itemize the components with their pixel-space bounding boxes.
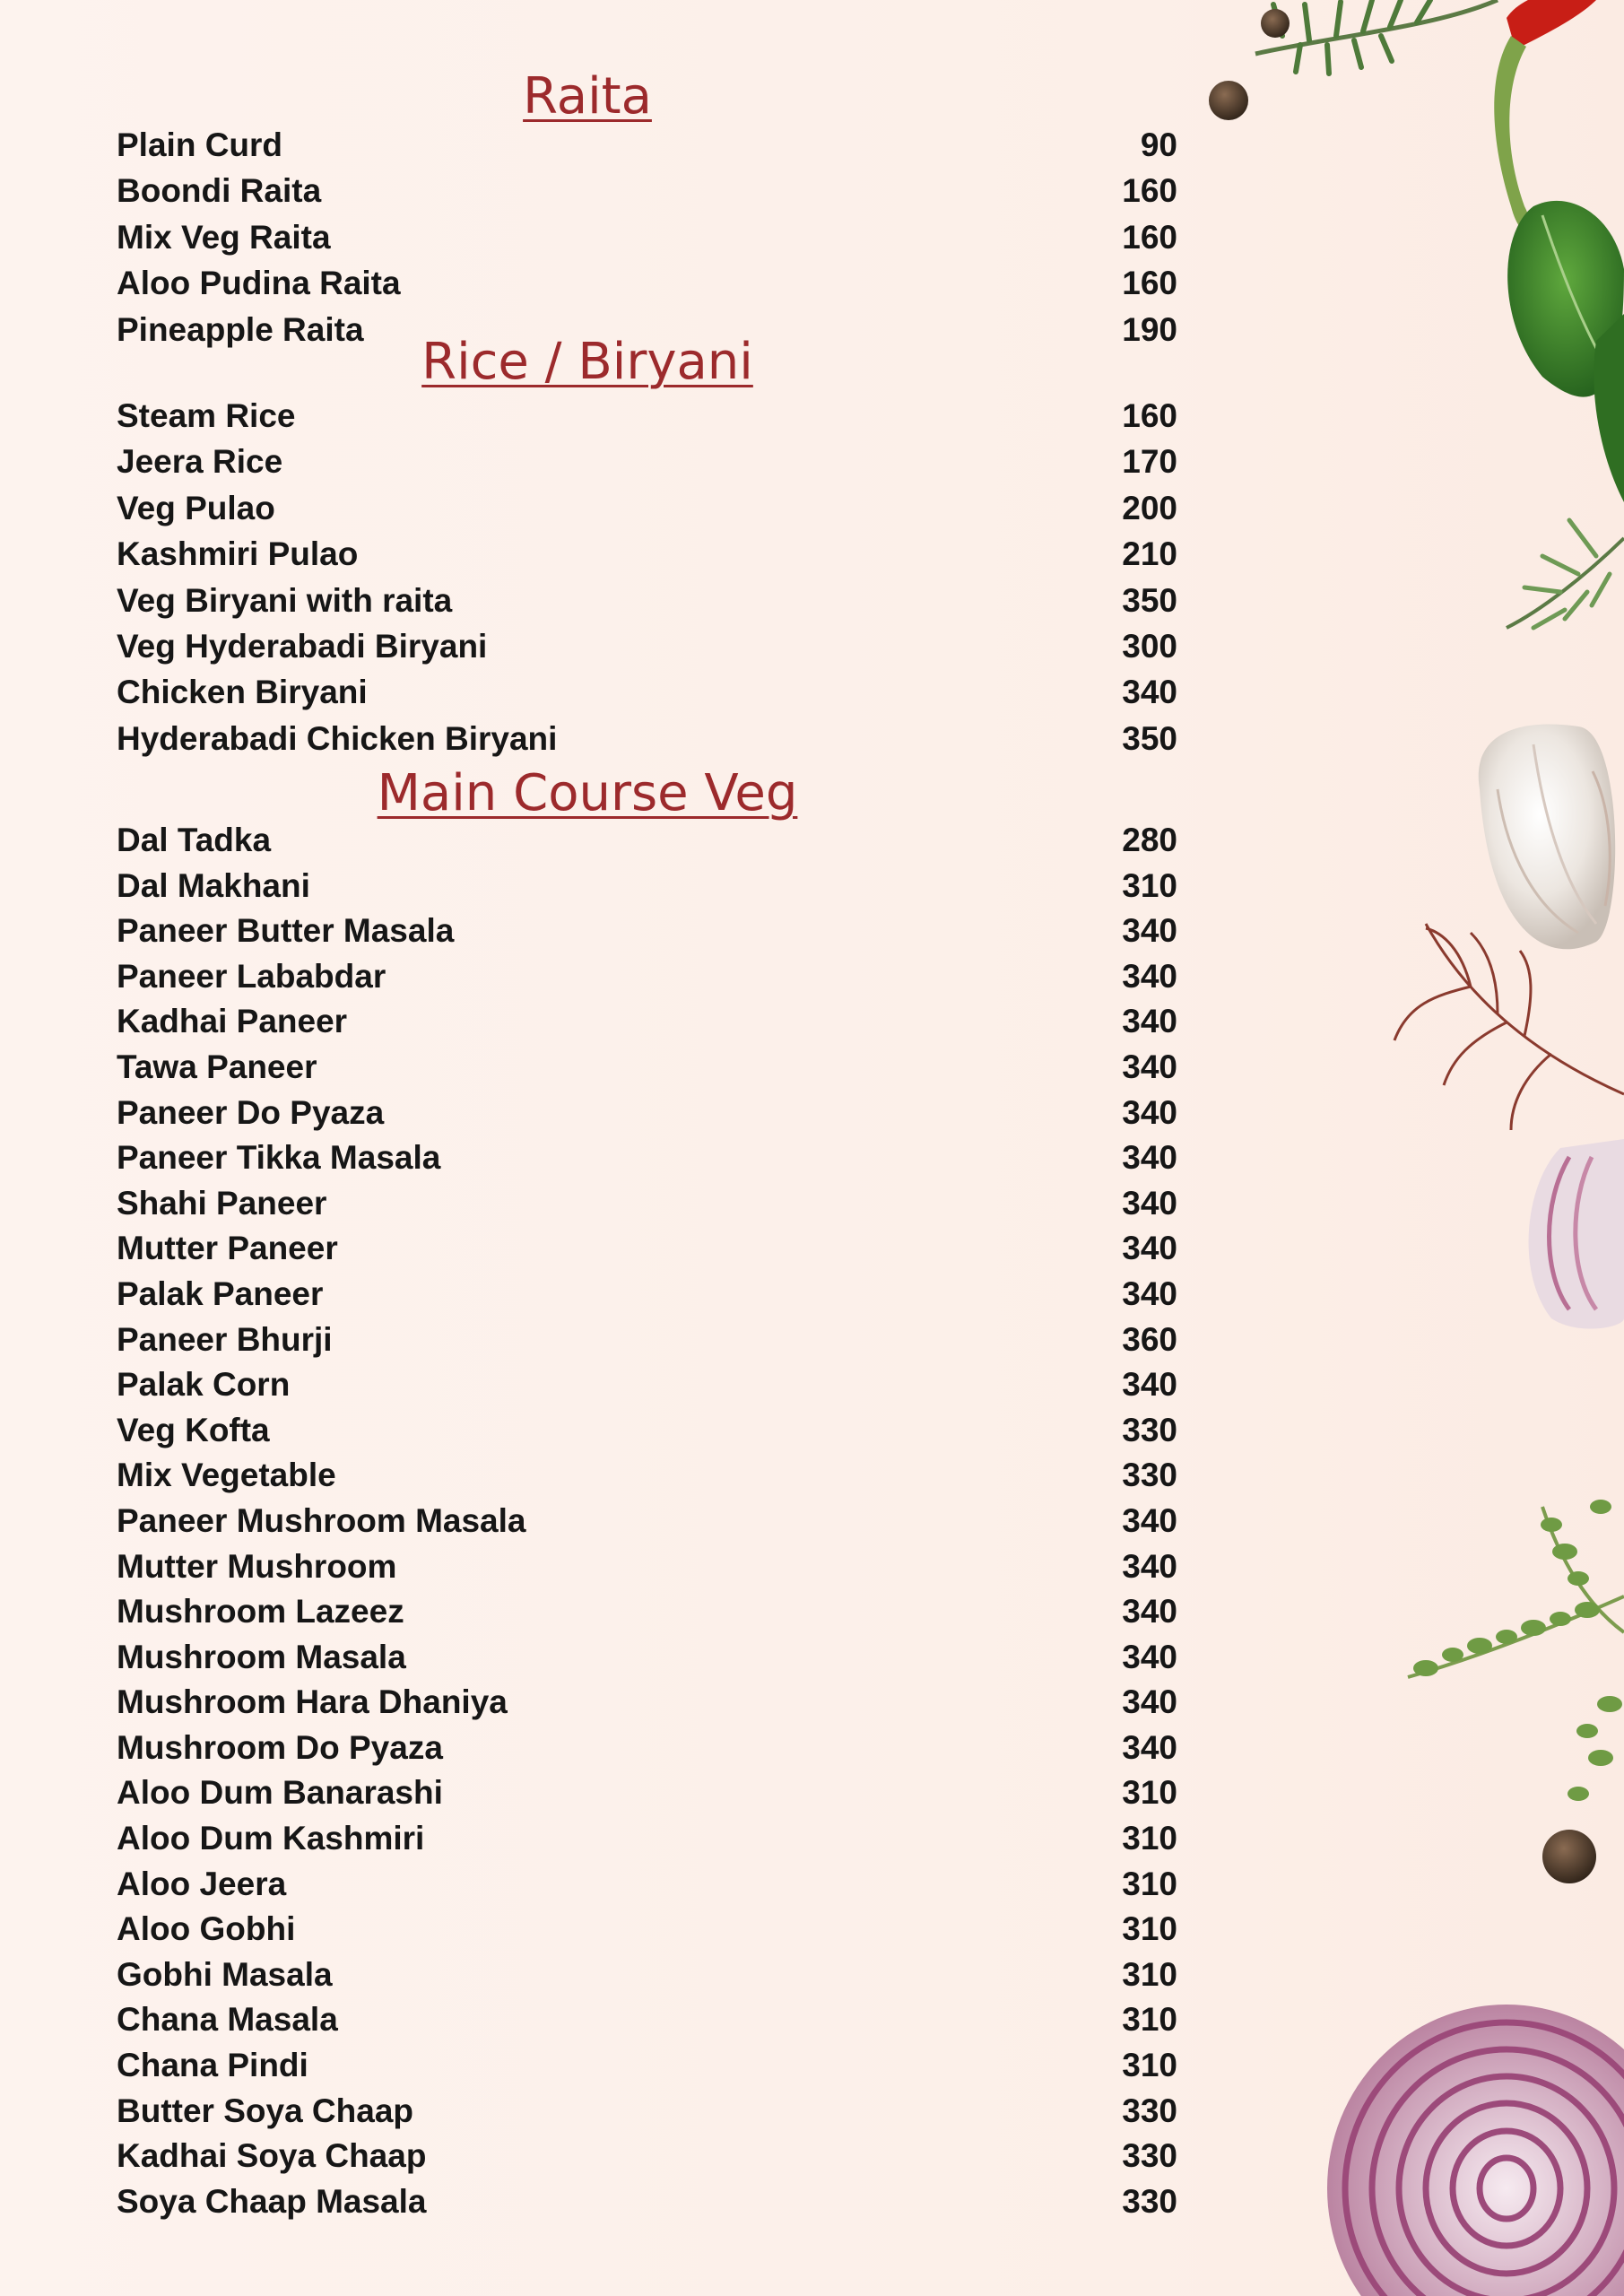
item-name: Aloo Dum Banarashi xyxy=(117,1774,443,1812)
item-name: Mutter Paneer xyxy=(117,1230,338,1267)
item-name: Butter Soya Chaap xyxy=(117,2092,414,2129)
item-name: Chana Pindi xyxy=(117,2047,308,2084)
menu-item xyxy=(117,1862,1177,1908)
menu-item xyxy=(117,2134,1177,2179)
menu-item xyxy=(117,999,1177,1045)
item-name: Veg Kofta xyxy=(117,1411,270,1448)
item-name: Aloo Gobhi xyxy=(117,1910,296,1948)
item-name: Mushroom Do Pyaza xyxy=(117,1728,443,1766)
item-name: Shahi Paneer xyxy=(117,1184,327,1222)
item-name: Tawa Paneer xyxy=(117,1048,317,1085)
item-price: 90 xyxy=(1140,126,1177,163)
menu-item xyxy=(117,485,1177,531)
garlic-bulb-icon xyxy=(1479,725,1615,950)
menu-item xyxy=(117,2089,1177,2135)
decor-illustration xyxy=(1202,0,1624,2296)
rosemary-sprig-icon xyxy=(1255,0,1498,74)
item-price: 340 xyxy=(1122,1593,1177,1631)
item-price: 160 xyxy=(1122,218,1177,256)
item-price: 340 xyxy=(1122,1230,1177,1267)
menu-item xyxy=(117,1544,1177,1590)
item-price: 310 xyxy=(1122,1955,1177,1993)
menu-item xyxy=(117,214,1177,260)
menu-item xyxy=(117,531,1177,577)
item-name: Kashmiri Pulao xyxy=(117,535,359,573)
menu-item xyxy=(117,1045,1177,1091)
item-price: 340 xyxy=(1122,1184,1177,1222)
item-price: 160 xyxy=(1122,172,1177,210)
item-name: Paneer Bhurji xyxy=(117,1320,333,1358)
item-price: 310 xyxy=(1122,866,1177,904)
item-name: Veg Pulao xyxy=(117,489,275,526)
item-price: 340 xyxy=(1122,1638,1177,1675)
item-price: 160 xyxy=(1122,397,1177,434)
menu-item xyxy=(117,439,1177,484)
raita-item-list xyxy=(117,122,1177,352)
item-price: 210 xyxy=(1122,535,1177,573)
menu-item xyxy=(117,1181,1177,1227)
onion-half-icon xyxy=(1529,1139,1624,1329)
item-price: 340 xyxy=(1122,957,1177,995)
item-price: 330 xyxy=(1122,2182,1177,2220)
item-price: 340 xyxy=(1122,1547,1177,1585)
item-price: 330 xyxy=(1122,1411,1177,1448)
item-price: 310 xyxy=(1122,2001,1177,2039)
item-price: 340 xyxy=(1122,1093,1177,1131)
menu-item xyxy=(117,716,1177,761)
menu-item xyxy=(117,1907,1177,1952)
menu-item xyxy=(117,1635,1177,1681)
item-name: Paneer Butter Masala xyxy=(117,912,455,950)
menu-item xyxy=(117,1091,1177,1136)
item-price: 340 xyxy=(1122,912,1177,950)
line-art-leaf-icon xyxy=(1394,924,1624,1130)
item-name: Mutter Mushroom xyxy=(117,1547,397,1585)
basil-leaf-icon xyxy=(1507,201,1624,502)
menu-item xyxy=(117,1318,1177,1363)
item-name: Soya Chaap Masala xyxy=(117,2182,427,2220)
menu-item xyxy=(117,864,1177,909)
item-name: Dal Tadka xyxy=(117,822,272,858)
menu-item xyxy=(117,578,1177,623)
item-name: Aloo Pudina Raita xyxy=(117,265,401,302)
main-course-veg-item-list xyxy=(117,818,1177,2224)
item-name: Mix Veg Raita xyxy=(117,218,331,256)
item-name: Palak Corn xyxy=(117,1366,291,1404)
item-price: 340 xyxy=(1122,1728,1177,1766)
item-price: 340 xyxy=(1122,1048,1177,1085)
item-name: Paneer Lababdar xyxy=(117,957,386,995)
item-price: 280 xyxy=(1122,822,1177,858)
item-price: 340 xyxy=(1122,1003,1177,1040)
item-name: Mushroom Masala xyxy=(117,1638,406,1675)
menu-item xyxy=(117,2043,1177,2089)
item-price: 340 xyxy=(1122,1139,1177,1177)
menu-item xyxy=(117,818,1177,864)
item-name: Chana Masala xyxy=(117,2001,338,2039)
menu-item xyxy=(117,1272,1177,1318)
item-price: 330 xyxy=(1122,2137,1177,2175)
menu-item xyxy=(117,1499,1177,1544)
item-price: 340 xyxy=(1122,674,1177,711)
item-name: Mushroom Lazeez xyxy=(117,1593,404,1631)
item-name: Aloo Dum Kashmiri xyxy=(117,1820,425,1857)
item-price: 330 xyxy=(1122,2092,1177,2129)
item-price: 310 xyxy=(1122,1865,1177,1902)
item-price: 310 xyxy=(1122,1774,1177,1812)
menu-item xyxy=(117,2179,1177,2225)
item-name: Mix Vegetable xyxy=(117,1457,336,1494)
menu-item xyxy=(117,1226,1177,1272)
item-name: Chicken Biryani xyxy=(117,674,368,711)
menu-item xyxy=(117,168,1177,213)
menu-item xyxy=(117,909,1177,954)
item-price: 310 xyxy=(1122,1820,1177,1857)
item-name: Veg Biryani with raita xyxy=(117,581,453,619)
menu-item xyxy=(117,1770,1177,1816)
item-price: 300 xyxy=(1122,627,1177,665)
section-title-raita: Raita xyxy=(523,67,652,126)
item-name: Paneer Do Pyaza xyxy=(117,1093,385,1131)
item-price: 200 xyxy=(1122,489,1177,526)
item-price: 170 xyxy=(1122,443,1177,481)
item-name: Jeera Rice xyxy=(117,443,283,481)
item-price: 330 xyxy=(1122,1457,1177,1494)
item-price: 350 xyxy=(1122,719,1177,757)
rice-biryani-item-list xyxy=(117,393,1177,761)
decor-strip xyxy=(1202,0,1624,2296)
menu-item xyxy=(117,1589,1177,1635)
section-title-rice-biryani: Rice / Biryani xyxy=(421,333,753,391)
item-price: 360 xyxy=(1122,1320,1177,1358)
item-name: Kadhai Paneer xyxy=(117,1003,348,1040)
menu-item xyxy=(117,1680,1177,1726)
item-name: Mushroom Hara Dhaniya xyxy=(117,1683,508,1721)
item-name: Aloo Jeera xyxy=(117,1865,287,1902)
section-title-main-course-veg: Main Course Veg xyxy=(377,764,798,822)
item-price: 190 xyxy=(1122,310,1177,348)
item-name: Gobhi Masala xyxy=(117,1955,333,1993)
item-name: Steam Rice xyxy=(117,397,296,434)
thyme-sprig-icon xyxy=(1408,1500,1624,1801)
item-price: 160 xyxy=(1122,265,1177,302)
menu-item xyxy=(117,260,1177,306)
menu-item xyxy=(117,1997,1177,2043)
item-name: Paneer Mushroom Masala xyxy=(117,1501,526,1539)
item-price: 340 xyxy=(1122,1366,1177,1404)
item-name: Dal Makhani xyxy=(117,866,310,904)
item-name: Palak Paneer xyxy=(117,1274,324,1312)
menu-item xyxy=(117,669,1177,715)
menu-item xyxy=(117,1952,1177,1998)
rosemary-sprig-icon xyxy=(1507,520,1624,628)
red-onion-slice-icon xyxy=(1327,2005,1624,2296)
menu-item xyxy=(117,1453,1177,1499)
item-price: 340 xyxy=(1122,1274,1177,1312)
item-name: Pineapple Raita xyxy=(117,310,364,348)
menu-item xyxy=(117,1816,1177,1862)
item-price: 340 xyxy=(1122,1683,1177,1721)
menu-item xyxy=(117,1362,1177,1408)
menu-item xyxy=(117,122,1177,168)
chili-pepper-icon xyxy=(1494,0,1596,233)
item-name: Paneer Tikka Masala xyxy=(117,1139,441,1177)
item-name: Boondi Raita xyxy=(117,172,322,210)
item-price: 310 xyxy=(1122,2047,1177,2084)
menu-item xyxy=(117,1135,1177,1181)
menu-item xyxy=(117,623,1177,669)
item-name: Plain Curd xyxy=(117,126,283,163)
menu-item xyxy=(117,1408,1177,1454)
menu-item xyxy=(117,1726,1177,1771)
item-name: Veg Hyderabadi Biryani xyxy=(117,627,488,665)
menu-item xyxy=(117,393,1177,439)
item-price: 340 xyxy=(1122,1501,1177,1539)
item-name: Hyderabadi Chicken Biryani xyxy=(117,719,558,757)
menu-item xyxy=(117,954,1177,1000)
item-price: 310 xyxy=(1122,1910,1177,1948)
item-name: Kadhai Soya Chaap xyxy=(117,2137,427,2175)
item-price: 350 xyxy=(1122,581,1177,619)
